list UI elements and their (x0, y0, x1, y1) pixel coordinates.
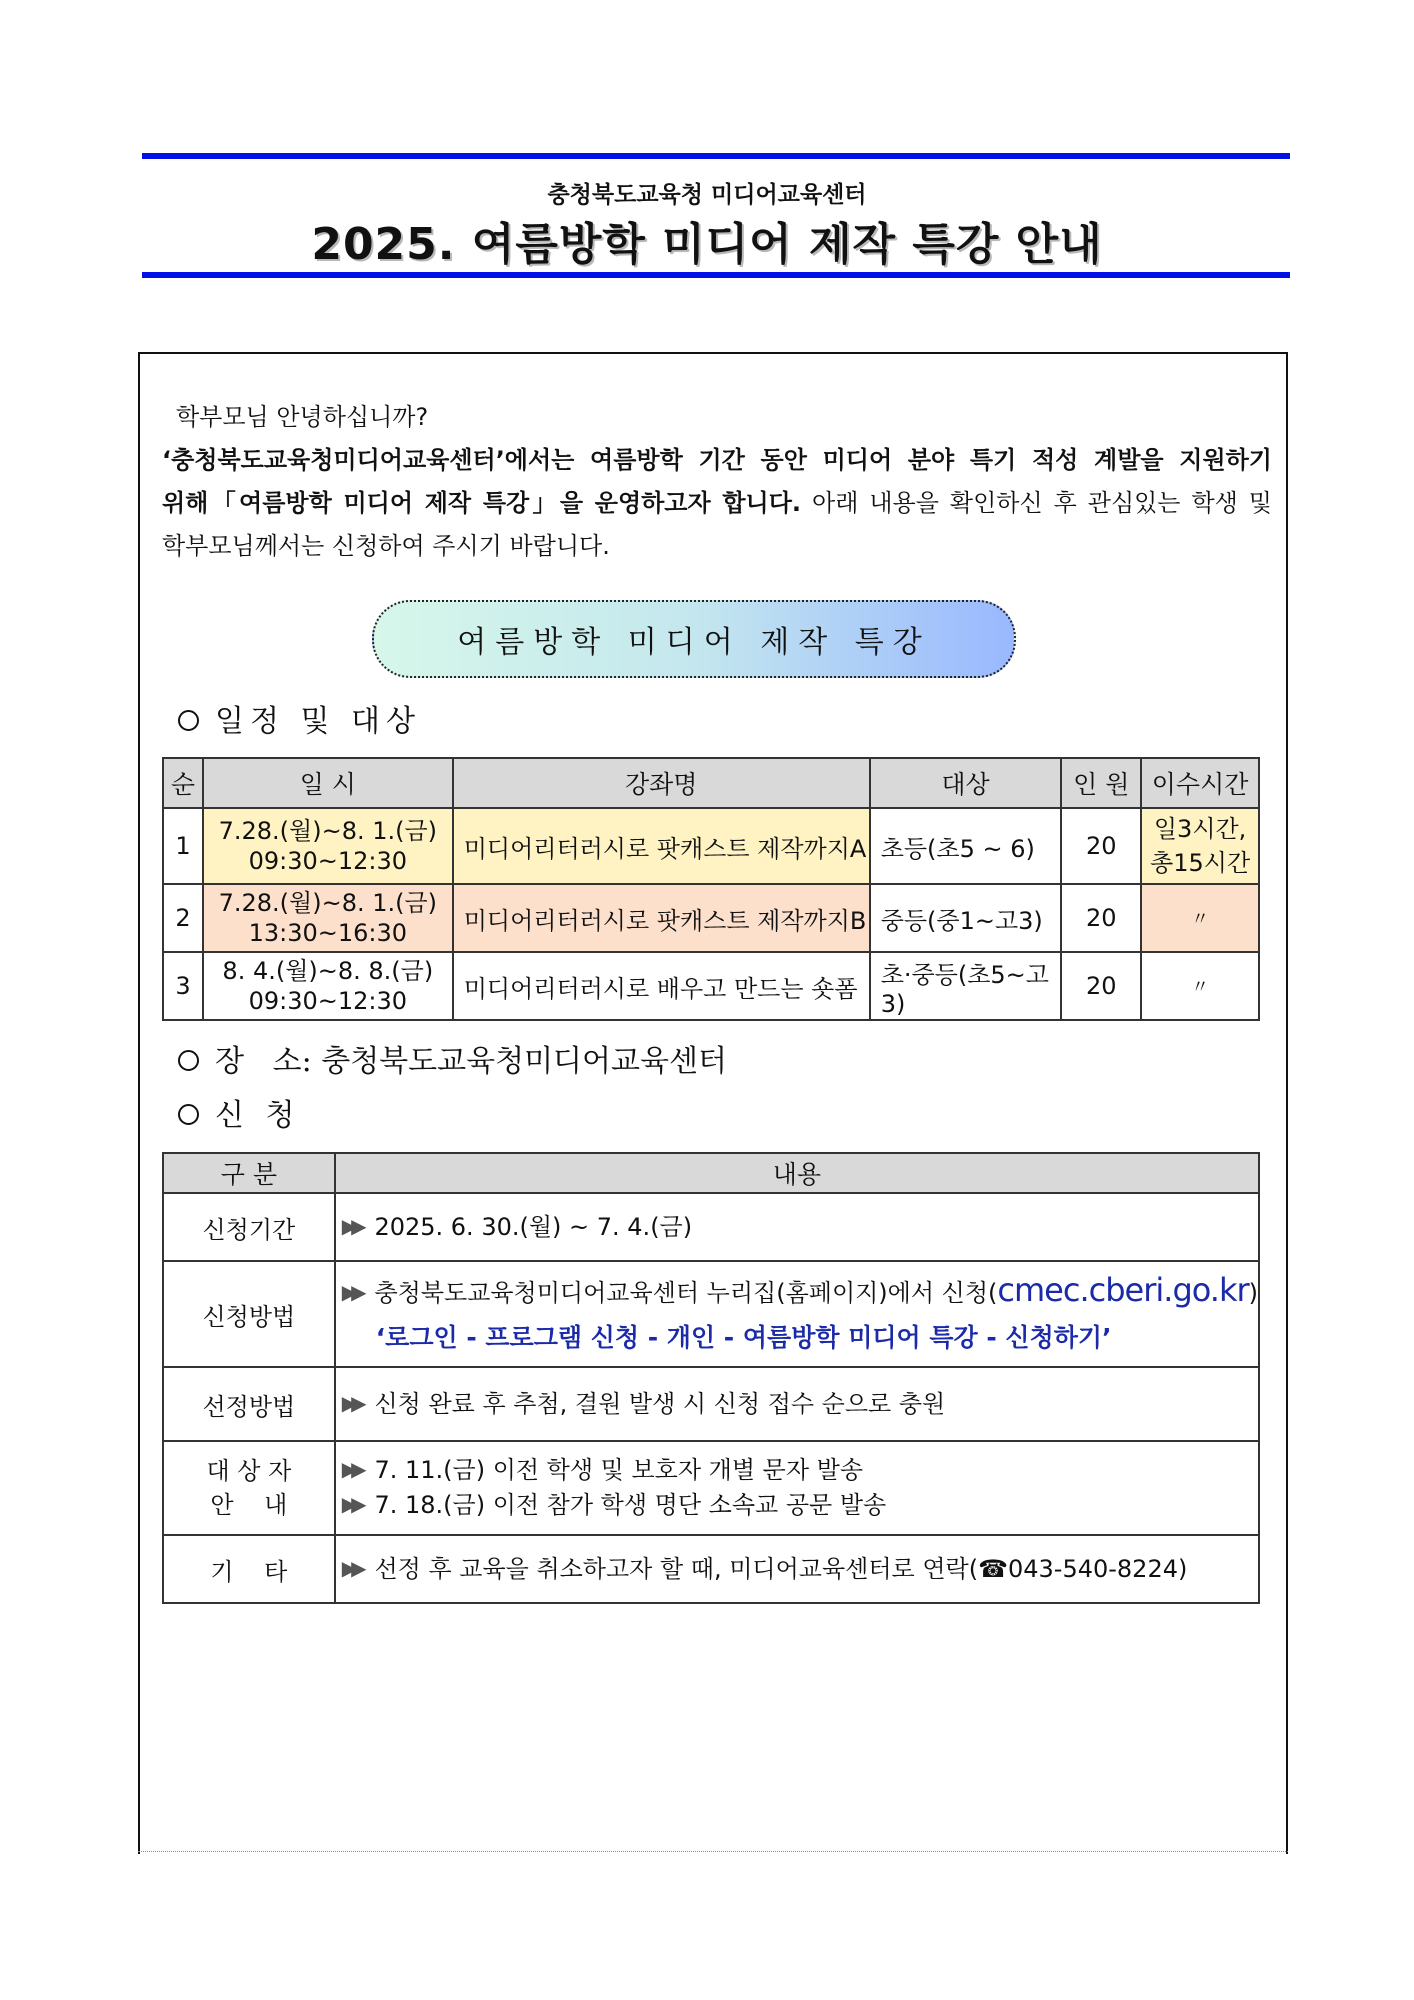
intro-greeting: 학부모님 안녕하십니까? (176, 403, 429, 431)
method-value: 충청북도교육청미디어교육센터 누리집(홈페이지)에서 신청( (374, 1279, 998, 1307)
double-arrow-icon: ▶▶ (341, 1555, 361, 1580)
section-place (178, 1036, 727, 1080)
select-value: 신청 완료 후 추첨, 결원 발생 시 신청 접수 순으로 충원 (374, 1389, 946, 1418)
schedule-table (162, 757, 1260, 1021)
row-target: 중등(중1~고3) (870, 884, 1062, 952)
table-row (163, 884, 1259, 952)
intro-bold-1: ‘충청북도교육청미디어교육센터’에서는 여름방학 기간 동안 미디어 분야 특기 적성 계발을 지원하기 (162, 446, 1272, 474)
double-arrow-icon: ▶▶ (341, 1280, 361, 1304)
method-label: 신청방법 (163, 1261, 335, 1367)
header-content: 내용 (335, 1153, 1259, 1193)
intro-line-3: 학부모님께서는 신청하여 주시기 바랍니다. (162, 532, 610, 560)
header-hours: 이수시간 (1141, 758, 1259, 808)
row-hours: 〃 (1141, 952, 1259, 1020)
circle-bullet-icon (178, 710, 199, 731)
etc-label: 기 타 (163, 1535, 335, 1603)
period-value: 2025. 6. 30.(월) ~ 7. 4.(금) (374, 1212, 693, 1241)
notice-label-1: 대 상 자 (206, 1457, 292, 1485)
table-row (163, 808, 1259, 884)
circle-bullet-icon (178, 1104, 199, 1125)
notice-line-1 (342, 1453, 1258, 1488)
table-row (163, 1535, 1259, 1603)
row-datetime (203, 884, 453, 952)
circle-bullet-icon (178, 1050, 199, 1071)
intro-line-2 (162, 482, 1272, 525)
double-arrow-icon: ▶▶ (341, 1213, 361, 1238)
row-count: 20 (1061, 952, 1141, 1020)
row-count: 20 (1061, 884, 1141, 952)
table-row (163, 952, 1259, 1020)
row-course: 미디어리터러시로 팟캐스트 제작까지A (453, 808, 870, 884)
notice-value-1: 7. 11.(금) 이전 학생 및 보호자 개별 문자 발송 (374, 1456, 864, 1484)
row-datetime (203, 808, 453, 884)
row-date: 7.28.(월)~8. 1.(금) (218, 889, 438, 917)
intro-text (162, 396, 1272, 568)
row-hours-1: 일3시간, (1153, 815, 1247, 843)
table-row (163, 1441, 1259, 1535)
section-schedule (178, 696, 421, 740)
section-place-label: 장 소: 충청북도교육청미디어교육센터 (215, 1044, 727, 1079)
method-path: ‘로그인 - 프로그램 신청 - 개인 - 여름방학 미디어 특강 - 신청하기’ (375, 1323, 1112, 1352)
row-date: 7.28.(월)~8. 1.(금) (218, 817, 438, 845)
row-no: 1 (163, 808, 203, 884)
apply-table (162, 1152, 1260, 1604)
row-target: 초·중등(초5~고3) (870, 952, 1062, 1020)
top-rule (142, 153, 1290, 159)
row-hours-2: 총15시간 (1150, 849, 1251, 877)
notice-value-2: 7. 18.(금) 이전 참가 학생 명단 소속교 공문 발송 (374, 1491, 887, 1519)
method-line (342, 1268, 1258, 1316)
homepage-link[interactable]: cmec.cberi.go.kr (997, 1271, 1249, 1309)
period-cell (335, 1193, 1259, 1261)
table-row (163, 1367, 1259, 1441)
select-label: 선정방법 (163, 1367, 335, 1441)
row-count: 20 (1061, 808, 1141, 884)
row-no: 2 (163, 884, 203, 952)
row-hours (1141, 808, 1259, 884)
section-apply-label: 신 청 (215, 1098, 301, 1133)
row-no: 3 (163, 952, 203, 1020)
organization-name: 충청북도교육청 미디어교육센터 (547, 182, 867, 208)
content-box (138, 352, 1288, 1854)
double-arrow-icon: ▶▶ (341, 1390, 361, 1415)
row-date: 8. 4.(월)~8. 8.(금) (222, 957, 434, 985)
table-row (163, 1193, 1259, 1261)
intro-bold-2: 위해「여름방학 미디어 제작 특강」을 운영하고자 합니다. (162, 489, 802, 517)
section-apply (178, 1090, 301, 1134)
header-course: 강좌명 (453, 758, 870, 808)
method-close: ) (1248, 1279, 1258, 1307)
notice-label (163, 1441, 335, 1535)
row-datetime (203, 952, 453, 1020)
page-title: 2025. 여름방학 미디어 제작 특강 안내 (311, 219, 1103, 270)
row-time: 13:30~16:30 (248, 919, 408, 947)
row-target: 초등(초5 ~ 6) (870, 808, 1062, 884)
intro-line-1 (162, 439, 1272, 482)
row-hours: 〃 (1141, 884, 1259, 952)
double-arrow-icon: ▶▶ (341, 1492, 361, 1516)
header-no: 순 (163, 758, 203, 808)
apply-header-row (163, 1153, 1259, 1193)
double-arrow-icon: ▶▶ (341, 1457, 361, 1481)
schedule-header-row (163, 758, 1259, 808)
row-course: 미디어리터러시로 팟캐스트 제작까지B (453, 884, 870, 952)
header-count: 인 원 (1061, 758, 1141, 808)
select-cell (335, 1367, 1259, 1441)
table-row (163, 1261, 1259, 1367)
etc-cell (335, 1535, 1259, 1603)
notice-label-2: 안 내 (210, 1491, 288, 1519)
row-time: 09:30~12:30 (248, 847, 408, 875)
intro-normal-2: 아래 내용을 확인하신 후 관심있는 학생 및 (801, 489, 1272, 517)
method-cell (335, 1261, 1259, 1367)
course-banner: 여름방학 미디어 제작 특강 (372, 600, 1016, 678)
etc-value: 선정 후 교육을 취소하고자 할 때, 미디어교육센터로 연락(☎043-540-8224) (374, 1554, 1188, 1583)
bottom-rule (142, 272, 1290, 278)
notice-line-2 (342, 1488, 1258, 1523)
header-category: 구 분 (163, 1153, 335, 1193)
row-course: 미디어리터러시로 배우고 만드는 숏폼 (453, 952, 870, 1020)
content-box-dotted-edge (138, 1851, 1288, 1852)
period-label: 신청기간 (163, 1193, 335, 1261)
notice-cell (335, 1441, 1259, 1535)
header-date: 일 시 (203, 758, 453, 808)
row-time: 09:30~12:30 (248, 987, 408, 1015)
header-target: 대상 (870, 758, 1062, 808)
section-schedule-label: 일정 및 대상 (215, 704, 421, 739)
